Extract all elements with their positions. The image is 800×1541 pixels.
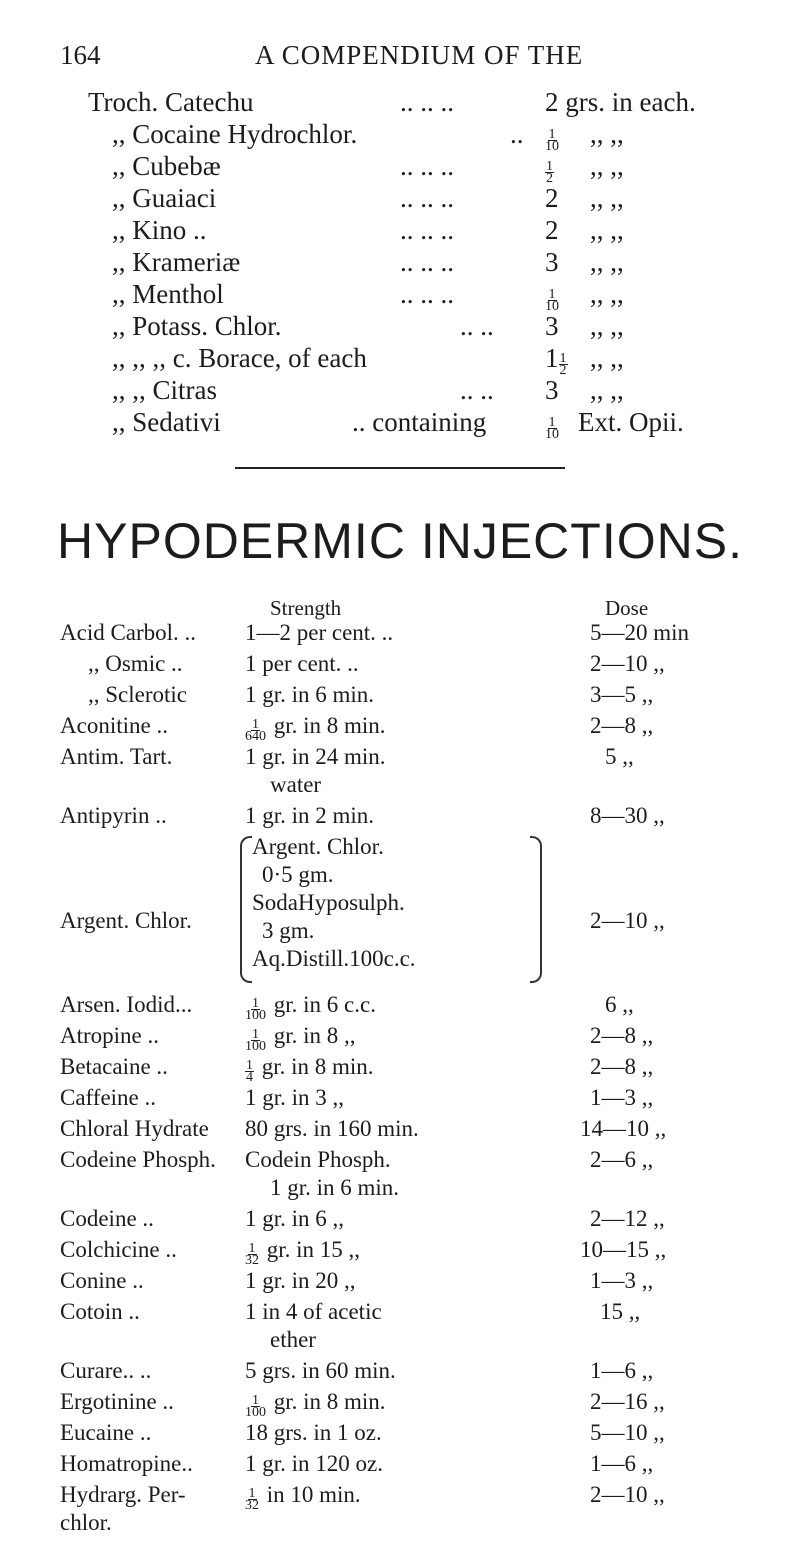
ditto-marks: ,, ,, xyxy=(590,151,624,181)
troch-name: ,, Menthol xyxy=(112,279,224,309)
strength: 1 gr. in 20 ,, xyxy=(245,1268,356,1293)
troch-leader: .. .. .. xyxy=(400,279,454,309)
dose: 10—15 ,, xyxy=(580,1237,667,1262)
drug-name: Antipyrin .. xyxy=(60,803,167,828)
dose: 1—3 ,, xyxy=(590,1268,654,1293)
strength: $\frac{1}{32}$ gr. in 15 ,, xyxy=(245,1237,361,1268)
troch-leader: .. .. .. xyxy=(400,87,454,117)
troch-name: ,, Sedativi xyxy=(112,407,221,437)
dose: 8—30 ,, xyxy=(590,803,665,828)
troch-note: Ext. Opii. xyxy=(578,407,684,437)
drug-name-continued: chlor. xyxy=(60,1510,112,1535)
strength: 1 gr. in 2 min. xyxy=(245,803,375,828)
section-title: HYPODERMIC INJECTIONS. xyxy=(57,513,743,569)
ditto-marks: ,, ,, xyxy=(590,247,624,277)
troch-leader: .. .. xyxy=(460,375,494,405)
troch-dose-fraction: $\frac{1}{10}$ xyxy=(545,127,559,154)
troch-dose: 2 xyxy=(545,183,559,213)
troch-dose: 2 xyxy=(545,215,559,245)
strength: $\frac{1}{4}$ gr. in 8 min. xyxy=(246,1054,374,1085)
troch-name: ,, Potass. Chlor. xyxy=(112,311,282,341)
strength: 1 gr. in 6 ,, xyxy=(245,1206,345,1231)
drug-name: Chloral Hydrate xyxy=(60,1116,209,1141)
strength-line: Aq.Distill.100c.c. xyxy=(252,946,416,971)
drug-name: Colchicine .. xyxy=(60,1237,177,1262)
ditto-marks: ,, ,, xyxy=(590,215,624,245)
dose: 2—10 ,, xyxy=(590,908,665,933)
strength: $\frac{1}{100}$ gr. in 6 c.c. xyxy=(245,992,376,1023)
drug-name: Codeine Phosph. xyxy=(60,1147,216,1172)
dose: 1—6 ,, xyxy=(590,1451,654,1476)
drug-name: Curare.. .. xyxy=(60,1358,152,1383)
dose: 2—12 ,, xyxy=(590,1206,665,1231)
dose: 15 ,, xyxy=(600,1299,641,1324)
dose: 14—10 ,, xyxy=(580,1116,667,1141)
strength: 1—2 per cent. .. xyxy=(245,620,394,645)
troch-leader: .. .. .. xyxy=(400,247,454,277)
drug-name: Homatropine.. xyxy=(60,1451,193,1476)
page-number: 164 xyxy=(60,40,101,70)
troch-dose: 3 xyxy=(545,311,559,341)
drug-name: Conine .. xyxy=(60,1268,144,1293)
dose: 2—6 ,, xyxy=(590,1147,654,1172)
strength: 5 grs. in 60 min. xyxy=(245,1358,396,1383)
running-head: A COMPENDIUM OF THE xyxy=(255,40,584,70)
drug-name: Atropine .. xyxy=(60,1023,160,1048)
strength: 1 per cent. .. xyxy=(245,651,359,676)
dose: 5 ,, xyxy=(605,744,634,769)
strength-line: 3 gm. xyxy=(262,918,315,943)
drug-name: ,, Sclerotic xyxy=(88,682,187,707)
strength: $\frac{1}{100}$ gr. in 8 ,, xyxy=(245,1023,356,1054)
dose: 5—20 min xyxy=(590,620,690,645)
ditto-marks: ,, ,, xyxy=(590,183,624,213)
strength-line: Argent. Chlor. xyxy=(252,834,384,859)
strength-continued: ether xyxy=(270,1327,316,1352)
drug-name: Eucaine .. xyxy=(60,1420,152,1445)
strength-continued: water xyxy=(270,772,322,797)
column-header-dose: Dose xyxy=(605,596,649,620)
dose: 3—5 ,, xyxy=(590,682,654,707)
strength: 1 in 4 of acetic xyxy=(245,1299,382,1324)
strength: $\frac{1}{32}$ in 10 min. xyxy=(245,1482,361,1513)
ditto-marks: ,, ,, xyxy=(590,343,624,373)
drug-name: Caffeine .. xyxy=(60,1085,157,1110)
ditto-marks: ,, ,, xyxy=(590,375,624,405)
drug-name: Cotoin .. xyxy=(60,1299,140,1324)
ditto-marks: ,, ,, xyxy=(590,311,624,341)
troch-leader: .. .. .. xyxy=(400,215,454,245)
troch-name: ,, ,, Citras xyxy=(112,375,217,405)
troch-leader: .. xyxy=(510,119,524,149)
troch-dose-mixed: 1 $\frac{1}{2}$ xyxy=(545,343,567,378)
drug-name: Arsen. Iodid... xyxy=(60,992,193,1017)
troch-dose-fraction: $\frac{1}{2}$ xyxy=(546,159,553,186)
troch-dose: 3 xyxy=(545,247,559,277)
troch-name: ,, Guaiaci xyxy=(112,183,217,213)
drug-name: Ergotinine .. xyxy=(60,1389,174,1414)
troch-name: ,, Cubebæ xyxy=(112,151,221,181)
troch-name: Troch. Catechu xyxy=(88,87,254,117)
strength: 1 gr. in 6 min. xyxy=(245,682,375,707)
dose: 2—8 ,, xyxy=(590,1054,654,1079)
strength: Codein Phosph. xyxy=(245,1147,391,1172)
troch-name: ,, Cocaine Hydrochlor. xyxy=(112,119,358,149)
dose: 2—10 ,, xyxy=(590,651,665,676)
dose: 1—6 ,, xyxy=(590,1358,654,1383)
dose: 6 ,, xyxy=(605,992,634,1017)
troch-name: ,, ,, ,, c. Borace, of each xyxy=(112,343,367,373)
strength: 1 gr. in 120 oz. xyxy=(245,1451,383,1476)
dose: 2—8 ,, xyxy=(590,713,654,738)
troch-dose-fraction: $\frac{1}{10}$ xyxy=(545,287,559,314)
strength: 18 grs. in 1 oz. xyxy=(245,1420,382,1445)
dose: 2—16 ,, xyxy=(590,1389,665,1414)
strength: 1 gr. in 3 ,, xyxy=(245,1085,345,1110)
column-header-strength: Strength xyxy=(270,596,342,620)
troch-leader: .. .. xyxy=(460,311,494,341)
strength: 1 gr. in 24 min. xyxy=(245,744,386,769)
dose: 2—10 ,, xyxy=(590,1482,665,1507)
troch-dose-fraction: $\frac{1}{10}$ xyxy=(545,415,559,442)
strength: $\frac{1}{640}$ gr. in 8 min. xyxy=(245,713,386,744)
right-brace xyxy=(530,836,542,983)
troch-name: ,, Krameriæ xyxy=(112,247,241,277)
ditto-marks: ,, ,, xyxy=(590,119,624,149)
drug-name: Acid Carbol. .. xyxy=(60,620,197,645)
strength-line: 0·5 gm. xyxy=(262,862,334,887)
drug-name: Hydrarg. Per- xyxy=(60,1482,186,1507)
strength: $\frac{1}{100}$ gr. in 8 min. xyxy=(245,1389,386,1420)
drug-name: Antim. Tart. xyxy=(60,744,173,769)
troch-name: ,, Kino .. xyxy=(112,215,207,245)
strength: 80 grs. in 160 min. xyxy=(245,1116,419,1141)
dose: 5—10 ,, xyxy=(590,1420,665,1445)
dose: 1—3 ,, xyxy=(590,1085,654,1110)
troch-dose: 2 grs. in each. xyxy=(545,87,696,117)
drug-name: Argent. Chlor. xyxy=(60,908,192,933)
drug-name: Codeine .. xyxy=(60,1206,154,1231)
ditto-marks: ,, ,, xyxy=(590,279,624,309)
troch-leader: .. containing xyxy=(352,407,487,437)
troch-leader: .. .. .. xyxy=(400,183,454,213)
drug-name: Aconitine .. xyxy=(60,713,168,738)
drug-name: Betacaine .. xyxy=(60,1054,168,1079)
troch-leader: .. .. .. xyxy=(400,151,454,181)
strength-line: SodaHyposulph. xyxy=(252,890,405,915)
left-brace xyxy=(240,836,252,983)
strength-continued: 1 gr. in 6 min. xyxy=(270,1175,400,1200)
drug-name: ,, Osmic .. xyxy=(88,651,183,676)
section-divider xyxy=(235,467,565,469)
troch-dose: 3 xyxy=(545,375,559,405)
dose: 2—8 ,, xyxy=(590,1023,654,1048)
